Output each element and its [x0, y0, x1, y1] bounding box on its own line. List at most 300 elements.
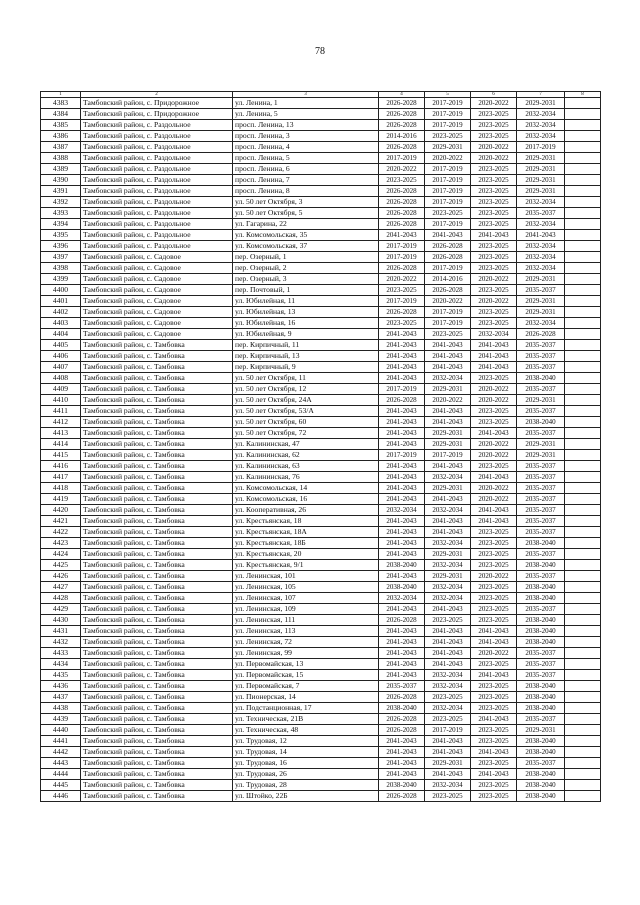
- row-number-cell: 4384: [41, 109, 81, 120]
- period-cell-7: 2035-2037: [517, 340, 565, 351]
- period-cell-7: 2029-2031: [517, 307, 565, 318]
- period-cell-5: 2032-2034: [425, 670, 471, 681]
- period-cell-7: 2035-2037: [517, 472, 565, 483]
- column-number-cell: 4: [379, 92, 425, 98]
- note-cell: [565, 373, 601, 384]
- period-cell-6: 2023-2025: [471, 373, 517, 384]
- note-cell: [565, 362, 601, 373]
- period-cell-6: 2041-2043: [471, 505, 517, 516]
- district-cell: Тамбовский район, с. Придорожное: [81, 109, 233, 120]
- period-cell-6: 2023-2025: [471, 186, 517, 197]
- note-cell: [565, 142, 601, 153]
- period-cell-5: 2023-2025: [425, 791, 471, 802]
- period-cell-5: 2041-2043: [425, 494, 471, 505]
- period-cell-7: 2035-2037: [517, 549, 565, 560]
- address-cell: ул. Ленинская, 99: [233, 648, 379, 659]
- period-cell-7: 2029-2031: [517, 439, 565, 450]
- district-cell: Тамбовский район, с. Раздольное: [81, 120, 233, 131]
- table-row: [41, 175, 601, 186]
- period-cell-7: 2032-2034: [517, 219, 565, 230]
- period-cell-5: 2032-2034: [425, 373, 471, 384]
- table-row: [41, 692, 601, 703]
- district-cell: Тамбовский район, с. Садовое: [81, 296, 233, 307]
- period-cell-7: 2029-2031: [517, 725, 565, 736]
- district-cell: Тамбовский район, с. Тамбовка: [81, 450, 233, 461]
- note-cell: [565, 758, 601, 769]
- table-row: [41, 648, 601, 659]
- district-cell: Тамбовский район, с. Тамбовка: [81, 340, 233, 351]
- note-cell: [565, 714, 601, 725]
- period-cell-7: 2038-2040: [517, 538, 565, 549]
- table-row: [41, 637, 601, 648]
- period-cell-5: 2017-2019: [425, 725, 471, 736]
- period-cell-5: 2032-2034: [425, 703, 471, 714]
- row-number-cell: 4439: [41, 714, 81, 725]
- address-cell: пер. Кирпичный, 9: [233, 362, 379, 373]
- row-number-cell: 4435: [41, 670, 81, 681]
- table-row: [41, 164, 601, 175]
- period-cell-7: 2035-2037: [517, 516, 565, 527]
- table-row: [41, 340, 601, 351]
- period-cell-4: 2014-2016: [379, 131, 425, 142]
- period-cell-7: 2035-2037: [517, 362, 565, 373]
- period-cell-7: 2035-2037: [517, 527, 565, 538]
- address-cell: пер. Озерный, 3: [233, 274, 379, 285]
- period-cell-5: 2041-2043: [425, 406, 471, 417]
- period-cell-7: 2035-2037: [517, 351, 565, 362]
- period-cell-7: 2038-2040: [517, 692, 565, 703]
- note-cell: [565, 725, 601, 736]
- period-cell-7: 2029-2031: [517, 274, 565, 285]
- row-number-cell: 4425: [41, 560, 81, 571]
- period-cell-7: 2029-2031: [517, 153, 565, 164]
- period-cell-5: 2023-2025: [425, 692, 471, 703]
- district-cell: Тамбовский район, с. Тамбовка: [81, 703, 233, 714]
- district-cell: Тамбовский район, с. Тамбовка: [81, 549, 233, 560]
- period-cell-7: 2035-2037: [517, 758, 565, 769]
- period-cell-4: 2041-2043: [379, 637, 425, 648]
- district-cell: Тамбовский район, с. Тамбовка: [81, 615, 233, 626]
- period-cell-6: 2041-2043: [471, 714, 517, 725]
- period-cell-4: 2023-2025: [379, 285, 425, 296]
- district-cell: Тамбовский район, с. Придорожное: [81, 98, 233, 109]
- period-cell-6: 2041-2043: [471, 472, 517, 483]
- period-cell-5: 2032-2034: [425, 472, 471, 483]
- district-cell: Тамбовский район, с. Тамбовка: [81, 791, 233, 802]
- district-cell: Тамбовский район, с. Раздольное: [81, 230, 233, 241]
- period-cell-7: 2035-2037: [517, 461, 565, 472]
- note-cell: [565, 120, 601, 131]
- period-cell-4: 2017-2019: [379, 241, 425, 252]
- period-cell-5: 2017-2019: [425, 186, 471, 197]
- period-cell-6: 2023-2025: [471, 252, 517, 263]
- address-cell: ул. Трудовая, 28: [233, 780, 379, 791]
- row-number-cell: 4406: [41, 351, 81, 362]
- table-row: [41, 505, 601, 516]
- address-cell: просп. Ленина, 4: [233, 142, 379, 153]
- period-cell-4: 2041-2043: [379, 648, 425, 659]
- table-row: [41, 142, 601, 153]
- row-number-cell: 4446: [41, 791, 81, 802]
- row-number-cell: 4394: [41, 219, 81, 230]
- note-cell: [565, 483, 601, 494]
- period-cell-6: 2041-2043: [471, 670, 517, 681]
- address-cell: просп. Ленина, 7: [233, 175, 379, 186]
- column-number-cell: 5: [425, 92, 471, 98]
- period-cell-6: 2023-2025: [471, 758, 517, 769]
- note-cell: [565, 560, 601, 571]
- period-cell-4: 2026-2028: [379, 725, 425, 736]
- period-cell-7: 2038-2040: [517, 560, 565, 571]
- district-cell: Тамбовский район, с. Садовое: [81, 285, 233, 296]
- district-cell: Тамбовский район, с. Тамбовка: [81, 637, 233, 648]
- period-cell-4: 2026-2028: [379, 142, 425, 153]
- address-cell: ул. 50 лет Октября, 12: [233, 384, 379, 395]
- table-row: [41, 307, 601, 318]
- period-cell-4: 2041-2043: [379, 230, 425, 241]
- period-cell-6: 2023-2025: [471, 703, 517, 714]
- row-number-cell: 4407: [41, 362, 81, 373]
- row-number-cell: 4397: [41, 252, 81, 263]
- period-cell-5: 2023-2025: [425, 714, 471, 725]
- period-cell-6: 2020-2022: [471, 395, 517, 406]
- schedule-table: [40, 91, 601, 802]
- district-cell: Тамбовский район, с. Тамбовка: [81, 681, 233, 692]
- address-cell: ул. Кооперативная, 26: [233, 505, 379, 516]
- district-cell: Тамбовский район, с. Тамбовка: [81, 527, 233, 538]
- period-cell-5: 2041-2043: [425, 604, 471, 615]
- period-cell-7: 2035-2037: [517, 483, 565, 494]
- table-row: [41, 329, 601, 340]
- period-cell-7: 2035-2037: [517, 714, 565, 725]
- period-cell-4: 2038-2040: [379, 582, 425, 593]
- table-row: [41, 362, 601, 373]
- address-cell: ул. Комсомольская, 37: [233, 241, 379, 252]
- period-cell-4: 2017-2019: [379, 384, 425, 395]
- table-row: [41, 153, 601, 164]
- table-row: [41, 109, 601, 120]
- period-cell-4: 2017-2019: [379, 296, 425, 307]
- table-row: [41, 725, 601, 736]
- period-cell-7: 2029-2031: [517, 98, 565, 109]
- period-cell-4: 2026-2028: [379, 219, 425, 230]
- period-cell-7: 2035-2037: [517, 659, 565, 670]
- period-cell-5: 2032-2034: [425, 505, 471, 516]
- row-number-cell: 4410: [41, 395, 81, 406]
- row-number-cell: 4386: [41, 131, 81, 142]
- note-cell: [565, 406, 601, 417]
- period-cell-4: 2017-2019: [379, 252, 425, 263]
- column-number-cell: 8: [565, 92, 601, 98]
- table-row: [41, 747, 601, 758]
- table-row: [41, 703, 601, 714]
- table-row: [41, 296, 601, 307]
- period-cell-4: 2041-2043: [379, 626, 425, 637]
- address-cell: ул. Крестьянская, 18Б: [233, 538, 379, 549]
- period-cell-6: 2023-2025: [471, 131, 517, 142]
- period-cell-7: 2032-2034: [517, 318, 565, 329]
- period-cell-6: 2041-2043: [471, 351, 517, 362]
- address-cell: ул. Техническая, 48: [233, 725, 379, 736]
- period-cell-7: 2017-2019: [517, 142, 565, 153]
- period-cell-4: 2032-2034: [379, 505, 425, 516]
- table-row: [41, 373, 601, 384]
- period-cell-4: 2026-2028: [379, 307, 425, 318]
- period-cell-4: 2041-2043: [379, 340, 425, 351]
- period-cell-7: 2032-2034: [517, 197, 565, 208]
- row-number-cell: 4408: [41, 373, 81, 384]
- period-cell-7: 2035-2037: [517, 648, 565, 659]
- column-number-cell: 7: [517, 92, 565, 98]
- period-cell-5: 2032-2034: [425, 780, 471, 791]
- district-cell: Тамбовский район, с. Раздольное: [81, 153, 233, 164]
- address-cell: ул. Крестьянская, 9/1: [233, 560, 379, 571]
- table-row: [41, 98, 601, 109]
- address-cell: ул. Ленинская, 111: [233, 615, 379, 626]
- table-row: [41, 318, 601, 329]
- period-cell-5: 2041-2043: [425, 736, 471, 747]
- district-cell: Тамбовский район, с. Раздольное: [81, 142, 233, 153]
- address-cell: ул. Трудовая, 16: [233, 758, 379, 769]
- table-row: [41, 736, 601, 747]
- period-cell-7: 2038-2040: [517, 626, 565, 637]
- district-cell: Тамбовский район, с. Тамбовка: [81, 626, 233, 637]
- address-cell: пер. Почтовый, 1: [233, 285, 379, 296]
- row-number-cell: 4396: [41, 241, 81, 252]
- row-number-cell: 4390: [41, 175, 81, 186]
- address-cell: ул. Подстанционная, 17: [233, 703, 379, 714]
- row-number-cell: 4403: [41, 318, 81, 329]
- district-cell: Тамбовский район, с. Тамбовка: [81, 747, 233, 758]
- note-cell: [565, 131, 601, 142]
- period-cell-4: 2041-2043: [379, 373, 425, 384]
- row-number-cell: 4409: [41, 384, 81, 395]
- table-row: [41, 197, 601, 208]
- address-cell: просп. Ленина, 3: [233, 131, 379, 142]
- period-cell-4: 2026-2028: [379, 395, 425, 406]
- period-cell-6: 2023-2025: [471, 109, 517, 120]
- period-cell-4: 2038-2040: [379, 703, 425, 714]
- table-row: [41, 571, 601, 582]
- address-cell: ул. 50 лет Октября, 5: [233, 208, 379, 219]
- row-number-cell: 4433: [41, 648, 81, 659]
- period-cell-5: 2017-2019: [425, 307, 471, 318]
- column-number-cell: 6: [471, 92, 517, 98]
- period-cell-5: 2041-2043: [425, 362, 471, 373]
- period-cell-7: 2038-2040: [517, 681, 565, 692]
- district-cell: Тамбовский район, с. Тамбовка: [81, 417, 233, 428]
- period-cell-6: 2041-2043: [471, 340, 517, 351]
- row-number-cell: 4395: [41, 230, 81, 241]
- period-cell-4: 2020-2022: [379, 274, 425, 285]
- period-cell-6: 2023-2025: [471, 780, 517, 791]
- district-cell: Тамбовский район, с. Тамбовка: [81, 659, 233, 670]
- row-number-cell: 4401: [41, 296, 81, 307]
- period-cell-6: 2023-2025: [471, 538, 517, 549]
- address-cell: ул. Первомайская, 15: [233, 670, 379, 681]
- period-cell-4: 2026-2028: [379, 263, 425, 274]
- period-cell-5: 2029-2031: [425, 758, 471, 769]
- note-cell: [565, 197, 601, 208]
- address-cell: пер. Кирпичный, 11: [233, 340, 379, 351]
- period-cell-6: 2023-2025: [471, 164, 517, 175]
- table-row: [41, 615, 601, 626]
- period-cell-5: 2023-2025: [425, 615, 471, 626]
- period-cell-4: 2041-2043: [379, 428, 425, 439]
- period-cell-4: 2026-2028: [379, 120, 425, 131]
- table-row: [41, 780, 601, 791]
- note-cell: [565, 538, 601, 549]
- district-cell: Тамбовский район, с. Тамбовка: [81, 670, 233, 681]
- period-cell-6: 2023-2025: [471, 417, 517, 428]
- note-cell: [565, 637, 601, 648]
- period-cell-7: 2029-2031: [517, 296, 565, 307]
- district-cell: Тамбовский район, с. Тамбовка: [81, 351, 233, 362]
- row-number-cell: 4429: [41, 604, 81, 615]
- period-cell-6: 2023-2025: [471, 549, 517, 560]
- address-cell: ул. Ленинская, 101: [233, 571, 379, 582]
- row-number-cell: 4391: [41, 186, 81, 197]
- district-cell: Тамбовский район, с. Тамбовка: [81, 406, 233, 417]
- address-cell: ул. Калининская, 76: [233, 472, 379, 483]
- row-number-cell: 4424: [41, 549, 81, 560]
- note-cell: [565, 153, 601, 164]
- period-cell-4: 2041-2043: [379, 494, 425, 505]
- table-row: [41, 494, 601, 505]
- period-cell-5: 2017-2019: [425, 120, 471, 131]
- district-cell: Тамбовский район, с. Тамбовка: [81, 571, 233, 582]
- period-cell-7: 2038-2040: [517, 615, 565, 626]
- period-cell-6: 2023-2025: [471, 318, 517, 329]
- row-number-cell: 4387: [41, 142, 81, 153]
- table-row: [41, 681, 601, 692]
- period-cell-4: 2017-2019: [379, 153, 425, 164]
- period-cell-4: 2026-2028: [379, 186, 425, 197]
- period-cell-5: 2017-2019: [425, 219, 471, 230]
- period-cell-6: 2023-2025: [471, 681, 517, 692]
- period-cell-7: 2035-2037: [517, 604, 565, 615]
- address-cell: ул. Пионерская, 14: [233, 692, 379, 703]
- table-row: [41, 472, 601, 483]
- period-cell-5: 2041-2043: [425, 769, 471, 780]
- note-cell: [565, 164, 601, 175]
- table-row: [41, 384, 601, 395]
- period-cell-6: 2041-2043: [471, 428, 517, 439]
- district-cell: Тамбовский район, с. Тамбовка: [81, 384, 233, 395]
- note-cell: [565, 769, 601, 780]
- table-row: [41, 417, 601, 428]
- period-cell-5: 2017-2019: [425, 98, 471, 109]
- period-cell-6: 2023-2025: [471, 208, 517, 219]
- period-cell-4: 2026-2028: [379, 714, 425, 725]
- district-cell: Тамбовский район, с. Раздольное: [81, 241, 233, 252]
- period-cell-7: 2032-2034: [517, 263, 565, 274]
- period-cell-4: 2041-2043: [379, 461, 425, 472]
- period-cell-5: 2026-2028: [425, 241, 471, 252]
- period-cell-4: 2038-2040: [379, 780, 425, 791]
- district-cell: Тамбовский район, с. Тамбовка: [81, 714, 233, 725]
- period-cell-7: 2029-2031: [517, 175, 565, 186]
- row-number-cell: 4383: [41, 98, 81, 109]
- period-cell-5: 2041-2043: [425, 340, 471, 351]
- period-cell-5: 2041-2043: [425, 461, 471, 472]
- period-cell-5: 2023-2025: [425, 329, 471, 340]
- period-cell-6: 2020-2022: [471, 494, 517, 505]
- note-cell: [565, 395, 601, 406]
- note-cell: [565, 604, 601, 615]
- period-cell-6: 2020-2022: [471, 384, 517, 395]
- period-cell-6: 2020-2022: [471, 142, 517, 153]
- period-cell-7: 2029-2031: [517, 450, 565, 461]
- district-cell: Тамбовский район, с. Раздольное: [81, 197, 233, 208]
- row-number-cell: 4431: [41, 626, 81, 637]
- district-cell: Тамбовский район, с. Тамбовка: [81, 472, 233, 483]
- period-cell-6: 2041-2043: [471, 362, 517, 373]
- address-cell: ул. Трудовая, 26: [233, 769, 379, 780]
- period-cell-6: 2020-2022: [471, 98, 517, 109]
- period-cell-4: 2041-2043: [379, 659, 425, 670]
- table-row: [41, 285, 601, 296]
- period-cell-6: 2041-2043: [471, 516, 517, 527]
- row-number-cell: 4404: [41, 329, 81, 340]
- period-cell-7: 2029-2031: [517, 164, 565, 175]
- period-cell-6: 2020-2022: [471, 648, 517, 659]
- period-cell-6: 2032-2034: [471, 329, 517, 340]
- address-cell: ул. Комсомольская, 14: [233, 483, 379, 494]
- period-cell-7: 2035-2037: [517, 406, 565, 417]
- address-cell: ул. Юбилейная, 13: [233, 307, 379, 318]
- period-cell-5: 2026-2028: [425, 252, 471, 263]
- period-cell-7: 2035-2037: [517, 208, 565, 219]
- period-cell-6: 2023-2025: [471, 406, 517, 417]
- address-cell: ул. Калининская, 47: [233, 439, 379, 450]
- note-cell: [565, 593, 601, 604]
- table-row: [41, 626, 601, 637]
- period-cell-7: 2038-2040: [517, 373, 565, 384]
- row-number-cell: 4419: [41, 494, 81, 505]
- address-cell: просп. Ленина, 6: [233, 164, 379, 175]
- period-cell-7: 2035-2037: [517, 384, 565, 395]
- row-number-cell: 4421: [41, 516, 81, 527]
- district-cell: Тамбовский район, с. Садовое: [81, 263, 233, 274]
- period-cell-4: 2041-2043: [379, 483, 425, 494]
- row-number-cell: 4385: [41, 120, 81, 131]
- period-cell-6: 2023-2025: [471, 604, 517, 615]
- period-cell-4: 2041-2043: [379, 604, 425, 615]
- address-cell: ул. Трудовая, 14: [233, 747, 379, 758]
- district-cell: Тамбовский район, с. Садовое: [81, 318, 233, 329]
- period-cell-7: 2038-2040: [517, 593, 565, 604]
- table-row: [41, 274, 601, 285]
- row-number-cell: 4434: [41, 659, 81, 670]
- note-cell: [565, 417, 601, 428]
- note-cell: [565, 505, 601, 516]
- period-cell-6: 2023-2025: [471, 582, 517, 593]
- note-cell: [565, 285, 601, 296]
- table-row: [41, 769, 601, 780]
- period-cell-4: 2026-2028: [379, 98, 425, 109]
- address-cell: ул. Крестьянская, 18А: [233, 527, 379, 538]
- period-cell-4: 2026-2028: [379, 197, 425, 208]
- period-cell-7: 2035-2037: [517, 494, 565, 505]
- row-number-cell: 4393: [41, 208, 81, 219]
- period-cell-7: 2032-2034: [517, 241, 565, 252]
- row-number-cell: 4437: [41, 692, 81, 703]
- note-cell: [565, 439, 601, 450]
- period-cell-4: 2023-2025: [379, 175, 425, 186]
- note-cell: [565, 428, 601, 439]
- period-cell-4: 2035-2037: [379, 681, 425, 692]
